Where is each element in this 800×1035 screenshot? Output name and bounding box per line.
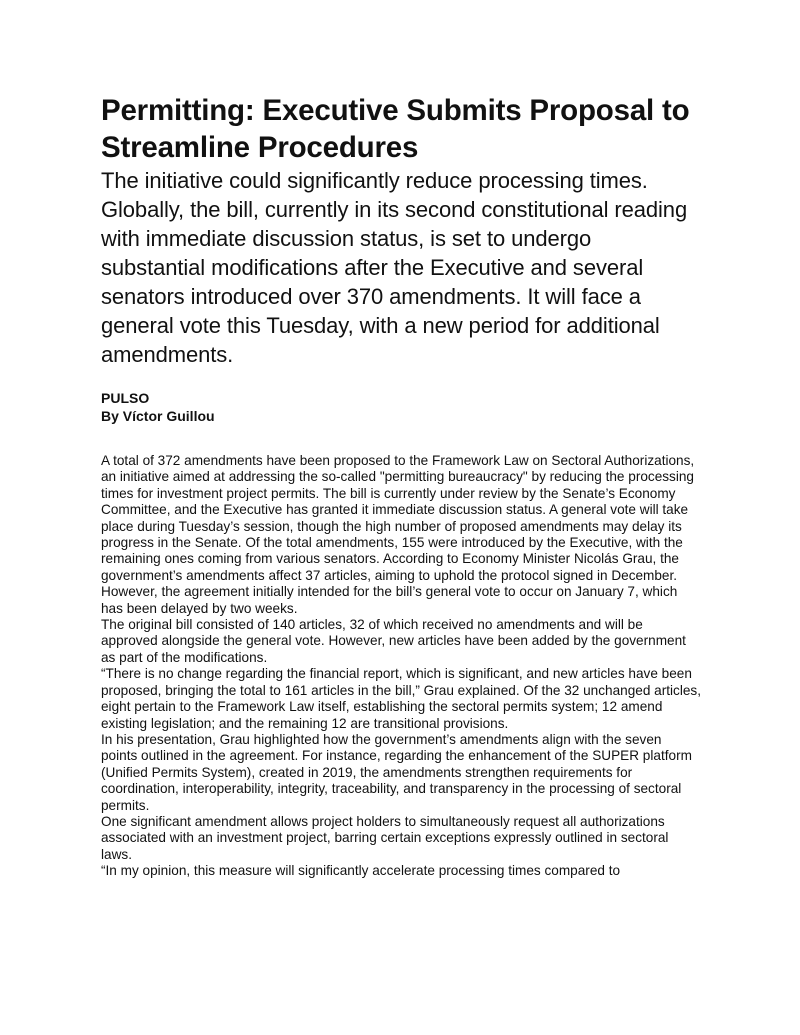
byline [101, 389, 701, 425]
body-paragraph: In his presentation, Grau highlighted how the government’s amendments align with the seven points outlined in the agreement. For instance, regarding the enhancement of the SUPER platform (Unified Permits System), created in 2019, the amendments strengthen requirements for coordination, interoperability, integrity, traceability, and transparency in the processing of sectoral permits. [101, 731, 692, 813]
author-label: By Víctor Guillou [101, 408, 215, 424]
source-label: PULSO [101, 390, 150, 406]
body-paragraph: A total of 372 amendments have been proposed to the Framework Law on Sectoral Authorizations, an initiative aimed at addressing the so-called "permitting bureaucracy" by reducing the processing times for investment project permits. The bill is currently under review by the Senate’s Economy Committee, and the Executive has granted it immediate discussion status. A general vote will take place during Tuesday’s session, though the high number of proposed amendments may delay its progress in the Senate. Of the total amendments, 155 were introduced by the Executive, with the remaining ones coming from various senators. According to Economy Minister Nicolás Grau, the government’s amendments affect 37 articles, aiming to uphold the protocol signed in December. However, the agreement initially intended for the bill’s general vote to occur on January 7, which has been delayed by two weeks. [101, 453, 695, 616]
body-paragraph: “In my opinion, this measure will significantly accelerate processing times compared to [101, 863, 621, 879]
article-deck: The initiative could significantly reduce processing times. Globally, the bill, currently in its second constitutional reading with immediate discussion status, is set to undergo substantial modifications after the Executive and several senators introduced over 370 amendments. It will face a general vote this Tuesday, with a new period for additional amendments. [101, 168, 688, 367]
body-paragraph: “There is no change regarding the financial report, which is significant, and new articles have been proposed, bringing the total to 161 articles in the bill,” Grau explained. Of the 32 unchanged articles, eight pertain to the Framework Law itself, establishing the sectoral permits system; 12 amend existing legislation; and the remaining 12 are transitional provisions. [101, 666, 702, 731]
body-paragraph: The original bill consisted of 140 articles, 32 of which received no amendments and will be approved alongside the general vote. However, new articles have been added by the government as part of the modifications. [101, 617, 686, 665]
article-body [101, 453, 701, 880]
article-headline: Permitting: Executive Submits Proposal to Streamline Procedures [101, 94, 690, 164]
body-paragraph: One significant amendment allows project holders to simultaneously request all authorizations associated with an investment project, barring certain exceptions expressly outlined in sectoral laws. [101, 813, 669, 862]
article [101, 92, 701, 880]
